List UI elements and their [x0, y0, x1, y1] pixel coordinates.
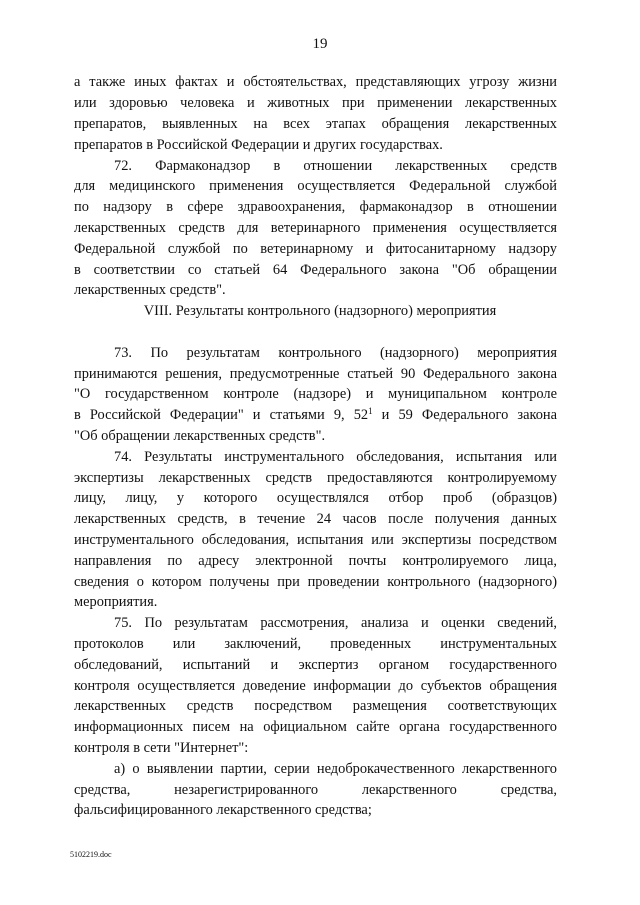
text-line-with-superscript — [74, 406, 557, 424]
subparagraph-a-start: а) о выявлении партии, серии недоброкачественного лекарственного — [114, 761, 557, 777]
text-line: экспертизы лекарственных средств предоставляются контролируемому — [74, 470, 557, 486]
superscript: 1 — [368, 406, 373, 416]
paragraph-73-start: 73. По результатам контрольного (надзорного) мероприятия — [114, 345, 557, 361]
text-line: информационных писем на официальном сайте органа государственного — [74, 719, 557, 735]
text-line: препаратов, выявленных на всех этапах обращения лекарственных — [74, 116, 557, 132]
text-line: инструментального обследования, испытания или экспертизы посредством — [74, 532, 557, 548]
paragraph-75-start: 75. По результатам рассмотрения, анализа и оценки сведений, — [114, 615, 557, 631]
text-line: в соответствии со статьей 64 Федерального закона "Об обращении — [74, 262, 557, 278]
text-line: лекарственных средств для ветеринарного применения осуществляется — [74, 220, 557, 236]
text-line: "О государственном контроле (надзоре) и муниципальном контроле — [74, 386, 557, 402]
text-line: "Об обращении лекарственных средств". — [74, 428, 326, 444]
text-line: фальсифицированного лекарственного средства; — [74, 802, 372, 818]
text-line: принимаются решения, предусмотренные статьей 90 Федерального закона — [74, 366, 557, 382]
text-line: препаратов в Российской Федерации и других государствах. — [74, 137, 443, 153]
text-line: по надзору в сфере здравоохранения, фармаконадзор в отношении — [74, 199, 557, 215]
text-line: сведения о котором получены при проведении контрольного (надзорного) — [74, 574, 557, 590]
text-line: а также иных фактах и обстоятельствах, представляющих угрозу жизни — [74, 74, 557, 90]
text-line: обследований, испытаний и экспертиз органом государственного — [74, 657, 557, 673]
text-line: лекарственных средств посредством размещения соответствующих — [74, 698, 557, 714]
text-line: Федеральной службой по ветеринарному и фитосанитарному надзору — [74, 241, 557, 257]
text-line: для медицинского применения осуществляется Федеральной службой — [74, 178, 557, 194]
text-line: мероприятия. — [74, 594, 158, 610]
text-line: контроля осуществляется доведение информации до субъектов обращения — [74, 678, 557, 694]
text-line: лекарственных средств". — [74, 282, 226, 298]
text-line: лицу, лицу, у которого осуществлялся отбор проб (образцов) — [74, 490, 557, 506]
section-heading: VIII. Результаты контрольного (надзорного) мероприятия — [143, 303, 497, 319]
page-number: 19 — [312, 36, 328, 52]
text-line: или здоровью человека и животных при применении лекарственных — [74, 95, 557, 111]
text-segment: в Российской Федерации" и статьями 9, 52 — [74, 407, 369, 423]
text-line: протоколов или заключений, проведенных инструментальных — [74, 636, 557, 652]
text-line: лекарственных средств, в течение 24 часов после получения данных — [74, 511, 557, 527]
text-line: средства, незарегистрированного лекарственного средства, — [74, 782, 557, 798]
footer-doc-id: 5102219.doc — [70, 850, 112, 859]
text-line: направления по адресу электронной почты контролируемого лица, — [74, 553, 557, 569]
paragraph-72-start: 72. Фармаконадзор в отношении лекарственных средств — [114, 158, 557, 174]
paragraph-74-start: 74. Результаты инструментального обследования, испытания или — [114, 449, 557, 465]
text-segment: и 59 Федерального закона — [372, 407, 558, 423]
text-line: контроля в сети "Интернет": — [74, 740, 249, 756]
